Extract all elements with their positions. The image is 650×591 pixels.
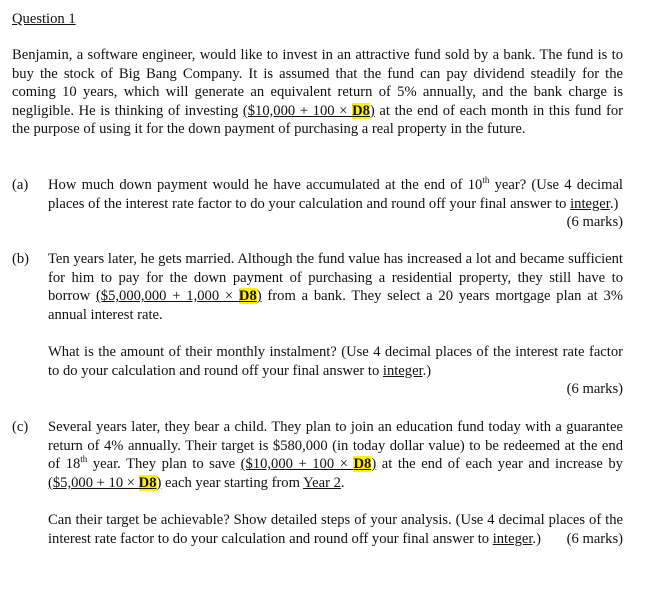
part-c-question-end: .) <box>532 530 541 547</box>
part-b-amount-open: ($5,000,000 + 1,000 × <box>95 288 239 305</box>
part-a-marks: (6 marks) <box>566 214 623 231</box>
part-a-text-3: .) <box>609 195 619 212</box>
part-a-label: (a) <box>12 177 29 193</box>
ds-highlight: D8 <box>353 456 372 473</box>
part-c-text-2: year. They plan to save <box>87 456 241 473</box>
part-c-body <box>48 418 623 548</box>
part-a-text-2: year? (Use 4 decimal places of the interest rate factor to do your calculation and round off your final answer to <box>48 177 623 212</box>
part-b-question-end: .) <box>422 362 432 379</box>
part-c-amount-1 <box>241 456 377 472</box>
part-b-amount <box>96 288 262 304</box>
part-c-amount-1-open: ($10,000 + 100 × <box>240 456 354 473</box>
part-c-scenario <box>48 418 623 492</box>
part-b-question-text: What is the amount of their monthly instalment? (Use 4 decimal places of the interest rate factor to do your calculation and round off your final answer to <box>48 343 623 379</box>
part-c-amount-2-open: ($5,000 + 10 × <box>48 474 139 491</box>
part-c-text-3: at the end of each year and increase by <box>376 456 623 473</box>
part-b-label: (b) <box>12 251 30 267</box>
part-c-label: (c) <box>12 419 29 435</box>
ds-highlight: D8 <box>138 474 157 491</box>
part-c-amount-2 <box>48 475 161 491</box>
intro-text-2: at the end of each month in this fund for the purpose of using it for the down payment of purchasing a real property in the future. <box>12 102 623 138</box>
part-b <box>12 250 623 399</box>
part-b-text-2: from a bank. They select a 20 years mortgage plan at 3% annual interest rate. <box>48 288 623 323</box>
ds-highlight: D8 <box>238 288 257 305</box>
intro-paragraph <box>12 46 623 139</box>
part-a-question <box>48 175 623 231</box>
ds-highlight: D8 <box>352 102 370 119</box>
question-title: Question 1 <box>12 11 76 27</box>
part-c-year-2: Year 2 <box>303 474 341 491</box>
part-c-amount-2-close: ) <box>156 474 162 491</box>
intro-amount-close: ) <box>369 102 375 119</box>
part-b-marks: (6 marks) <box>566 381 623 398</box>
part-c <box>12 418 623 548</box>
part-c-amount-1-close: ) <box>371 456 377 473</box>
part-b-scenario <box>48 250 623 324</box>
part-c-superscript: th <box>80 454 88 465</box>
part-a-superscript: th <box>482 175 490 186</box>
intro-amount-open: ($10,000 + 100 × <box>242 102 353 119</box>
part-c-marks: (6 marks) <box>566 530 623 547</box>
part-a-text-1: How much down payment would he have accumulated at the end of 10 <box>48 177 483 193</box>
part-c-question <box>48 511 623 548</box>
intro-text-1: Benjamin, a software engineer, would like to invest in an attractive fund sold by a bank. The fund is to buy the stock of Big Bang Company. It is assumed that the fund can pay dividend steadily for the coming 10 years, which will generate an equivalent return of 5% annually, and the bank charge is negligible. He is thinking of investing <box>12 47 623 119</box>
part-b-body <box>48 250 623 399</box>
part-b-text-1: Ten years later, he gets married. Although the fund value has increased a lot and became sufficient for him to pay for the down payment of purchasing a residential property, they still have to borrow <box>48 251 623 305</box>
part-b-question <box>48 343 623 380</box>
part-a <box>12 176 623 232</box>
part-a-body <box>48 175 623 231</box>
part-b-integer: integer <box>382 362 423 379</box>
part-b-amount-close: ) <box>256 288 262 305</box>
part-c-text-5: . <box>340 474 345 491</box>
part-c-text-1: Several years later, they bear a child. They plan to join an education fund today with a guarantee return of 4% annually. Their target is $580,000 (in today dollar value) to be redeemed at the end of 18 <box>48 419 623 473</box>
part-c-text-4: each year starting from <box>161 474 304 491</box>
part-c-question-text: Can their target be achievable? Show detailed steps of your analysis. (Use 4 decimal places of the interest rate factor to do your calculation and round off your final answer to <box>48 511 623 547</box>
part-b-marks-row <box>48 380 623 399</box>
part-a-integer: integer <box>570 195 610 212</box>
intro-amount <box>243 103 375 119</box>
part-c-integer: integer <box>492 530 533 547</box>
